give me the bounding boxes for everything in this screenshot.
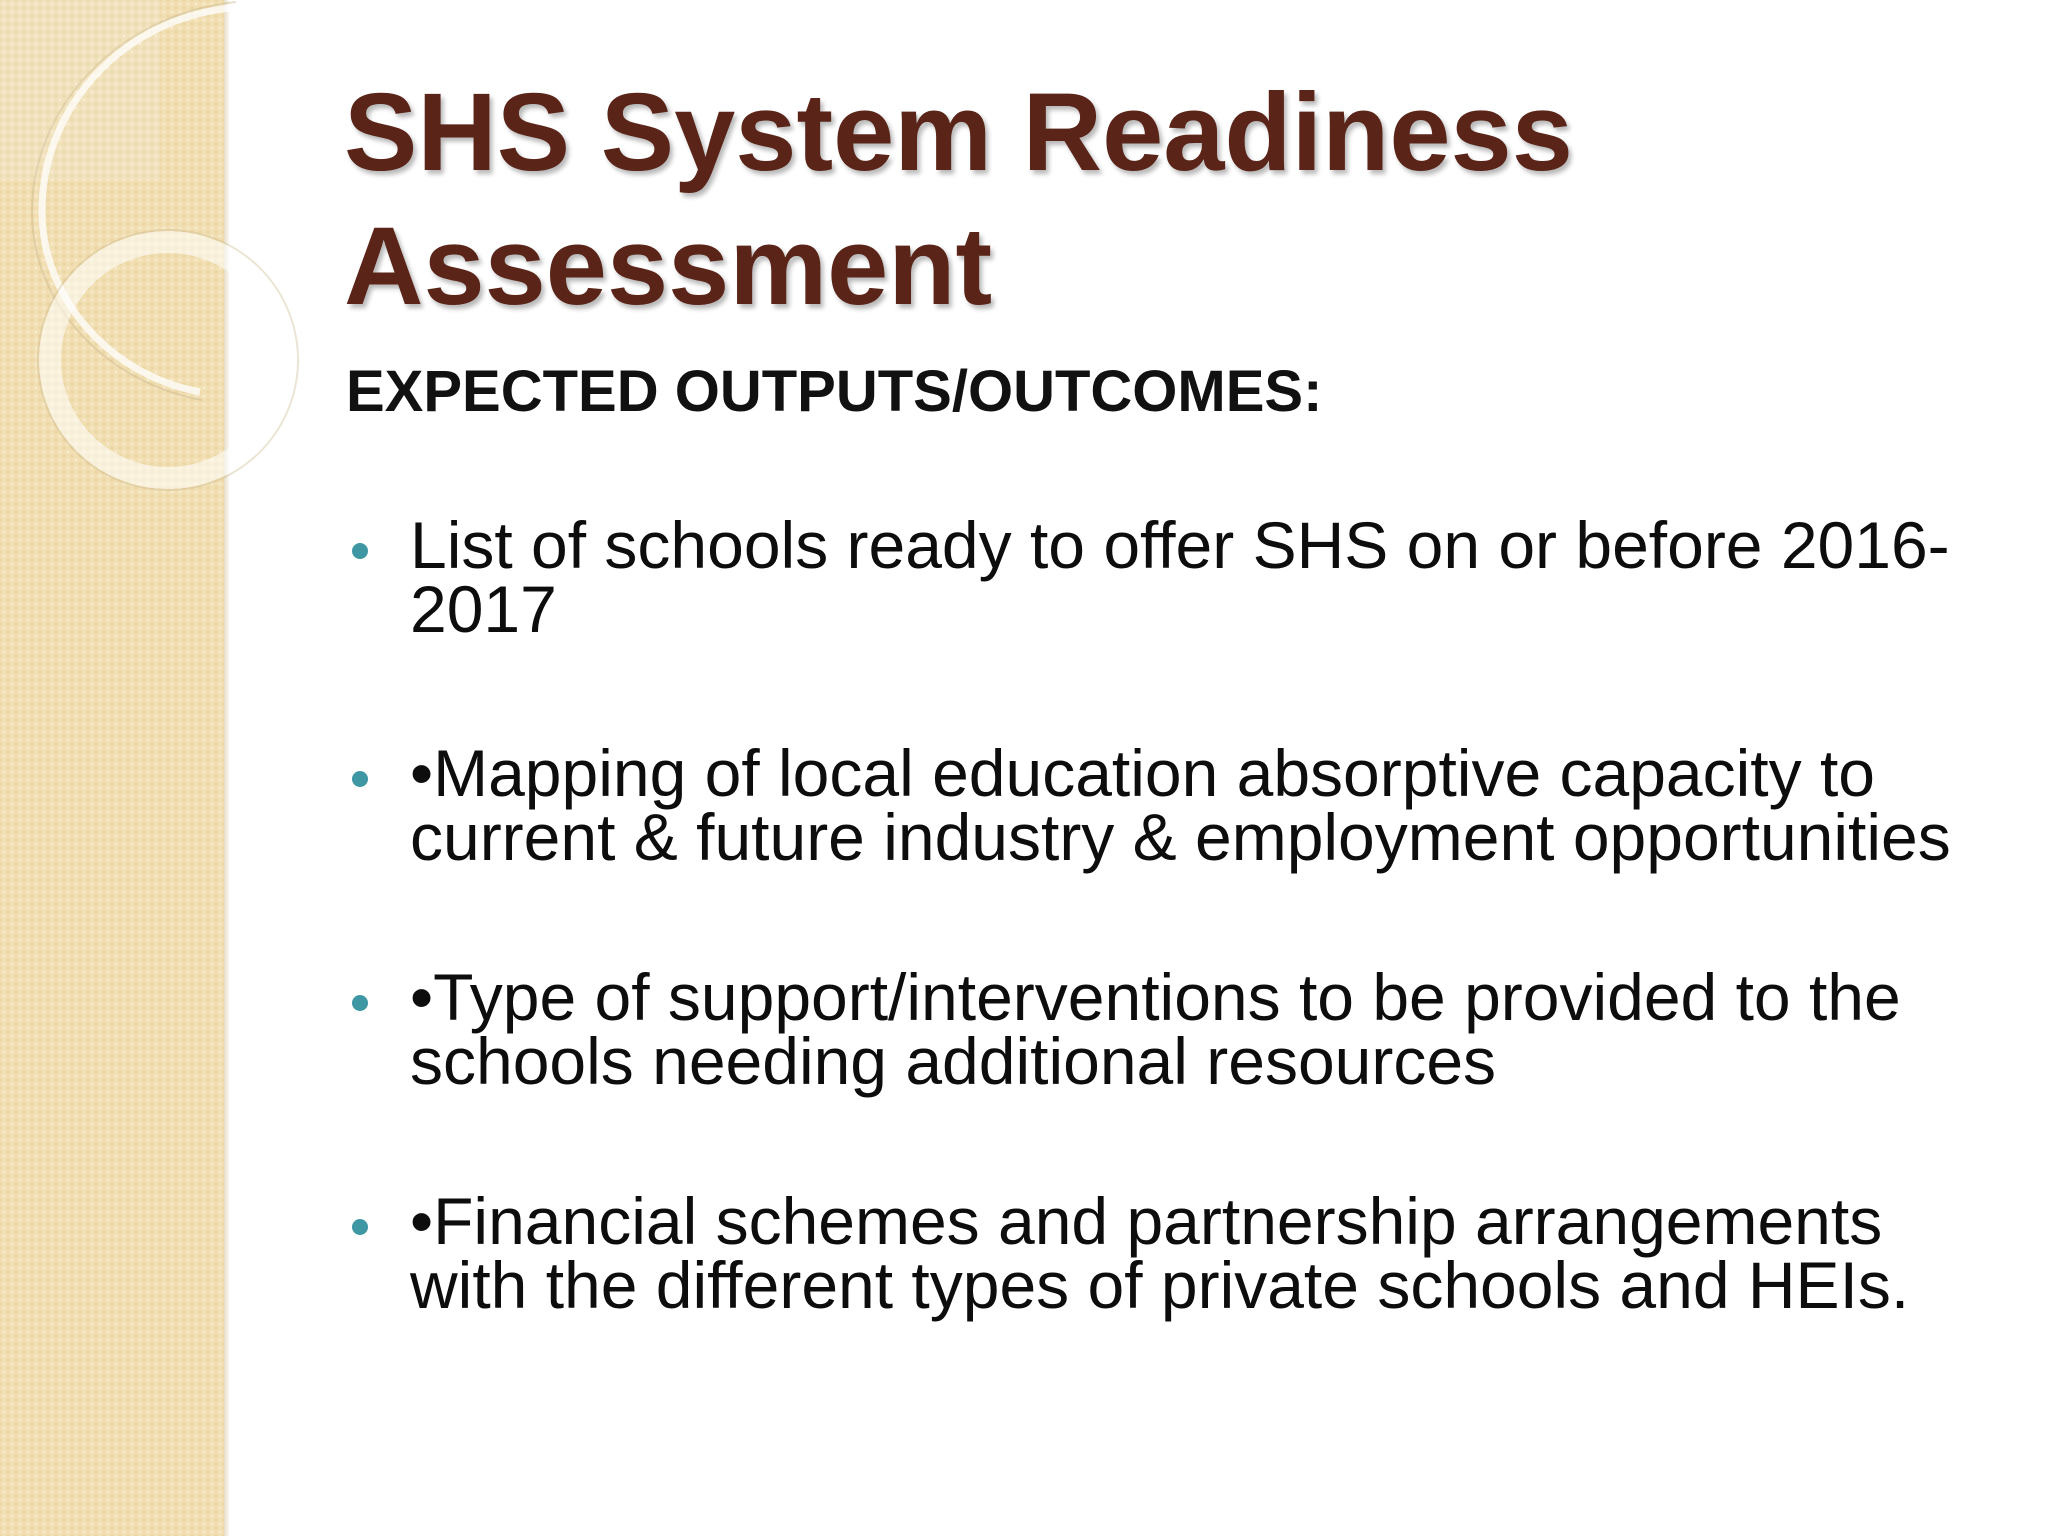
bullet-dot-icon [352, 543, 368, 559]
section-subheading: EXPECTED OUTPUTS/OUTCOMES: [346, 359, 1323, 424]
bullet-dot-icon [352, 995, 368, 1011]
list-item-text: •Type of support/interventions to be provided to the schools needing additional resources [410, 960, 1901, 1098]
bullet-dot-icon [352, 1219, 368, 1235]
decorative-rings-icon [0, 0, 300, 520]
slide-title [344, 66, 1944, 334]
list-item [346, 1184, 1986, 1322]
slide-title-line-2: Assessment [344, 205, 993, 328]
slide-title-line-1: SHS System Readiness [344, 71, 1573, 194]
list-item [346, 960, 1986, 1098]
list-item-text: List of schools ready to offer SHS on or before 2016-2017 [410, 508, 1950, 646]
list-item-text: •Financial schemes and partnership arrangements with the different types of private schools and HEIs. [410, 1184, 1910, 1322]
list-item [346, 736, 1986, 874]
bullet-dot-icon [352, 771, 368, 787]
list-item [346, 508, 1986, 646]
list-item-text: •Mapping of local education absorptive capacity to current & future industry & employment opportunities [410, 736, 1951, 874]
outcomes-list [346, 508, 1986, 1417]
